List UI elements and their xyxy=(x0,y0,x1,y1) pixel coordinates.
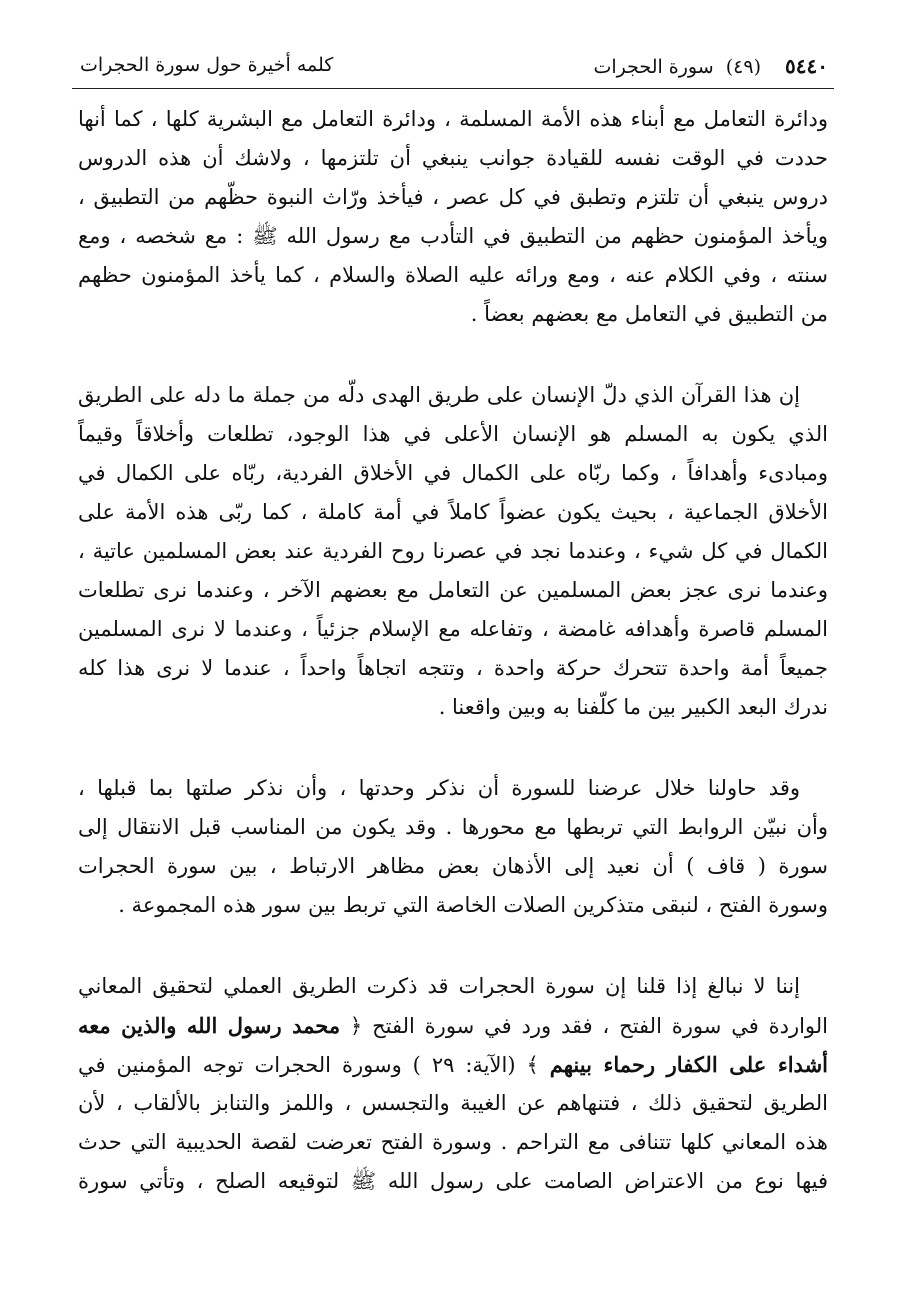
text-line: الأخلاق الجماعية ، بحيث يكون عضواً كاملاً في أمة كاملة ، كما ربّى هذه الأمة على xyxy=(78,500,828,524)
sura-number: (٤٩) xyxy=(725,56,761,78)
paragraph-1 xyxy=(78,100,828,334)
text-line: فيها نوع من الاعتراض الصامت على رسول الله ﷺ لتوقيعه الصلح ، وتأتي سورة xyxy=(78,1169,828,1193)
text-line: الطريق لتحقيق ذلك ، فتنهاهم عن الغيبة والتجسس ، واللمز والتنابز بالألقاب ، لأن xyxy=(78,1091,828,1115)
paragraph-4 xyxy=(78,967,828,1201)
header-page-info xyxy=(594,54,828,78)
body-text xyxy=(78,100,828,1201)
text-line: إننا لا نبالغ إذا قلنا إن سورة الحجرات قد ذكرت الطريق العملي لتحقيق المعاني xyxy=(78,974,800,998)
section-title: كلمه أخيرة حول سورة الحجرات xyxy=(80,54,334,76)
text-line: الذي يكون به المسلم هو الإنسان الأعلى في هذا الوجود، تطلعات وأخلاقاً وقيماً xyxy=(78,422,828,446)
text-line: الواردة في سورة الفتح ، فقد ورد في سورة الفتح ﴿ محمد رسول الله والذين معه xyxy=(78,1013,828,1038)
text-line: دروس ينبغي أن تلتزم وتطبق في كل عصر ، فيأخذ ورّاث النبوة حظّهم من التطبيق ، xyxy=(78,185,828,209)
text-line: وسورة الفتح ، لنبقى متذكرين الصلات الخاصة التي تربط بين سور هذه المجموعة . xyxy=(118,893,828,917)
paragraph-gap xyxy=(78,334,828,376)
sura-name: سورة الحجرات xyxy=(593,56,714,78)
text-line: ودائرة التعامل مع أبناء هذه الأمة المسلمة ، ودائرة التعامل مع البشرية كلها ، كما أنها xyxy=(78,107,828,131)
header-rule xyxy=(72,88,834,89)
text-line: إن هذا القرآن الذي دلّ الإنسان على طريق الهدى دلّه من جملة ما دله على الطريق xyxy=(78,383,800,407)
text-line: وأن نبيّن الروابط التي تربطها مع محورها . وقد يكون من المناسب قبل الانتقال إلى xyxy=(78,815,828,839)
text-line: المسلم قاصرة وأهدافه غامضة ، وتفاعله مع الإسلام جزئياً ، وعندما لا نرى المسلمين xyxy=(78,617,828,641)
paragraph-2 xyxy=(78,376,828,727)
paragraph-gap xyxy=(78,925,828,967)
paragraph-3 xyxy=(78,769,828,925)
text-line: من التطبيق في التعامل مع بعضهم بعضاً . xyxy=(470,302,828,326)
text-line: جميعاً أمة واحدة تتحرك حركة واحدة ، وتتجه اتجاهاً واحداً ، عندما لا نرى هذا كله xyxy=(78,656,828,680)
verse-bold-text: أشداء على الكفار رحماء بينهم xyxy=(549,1052,828,1077)
text-line: ومبادىء وأهدافاً ، وكما ربّاه على الكمال في الأخلاق الفردية، ربّاه على الكمال في xyxy=(78,461,828,485)
text-line: الكمال في كل شيء ، وعندما نجد في عصرنا روح الفردية عند بعض المسلمين عاتية ، xyxy=(78,539,828,563)
paragraph-gap xyxy=(78,727,828,769)
text-line: حددت في الوقت نفسه للقيادة جوانب ينبغي أن تلتزمها ، ولاشك أن هذه الدروس xyxy=(78,146,828,170)
running-header xyxy=(72,52,834,86)
text-line: وقد حاولنا خلال عرضنا للسورة أن نذكر وحدتها ، وأن نذكر صلتها بما قبلها ، xyxy=(78,776,800,800)
verse-bold-text: محمد رسول الله والذين معه xyxy=(78,1013,341,1038)
text-line: سنته ، وفي الكلام عنه ، ومع ورائه عليه الصلاة والسلام ، كما يأخذ المؤمنون حظهم xyxy=(78,263,828,287)
text-line: هذه المعاني كلها تتنافى مع التراحم . وسورة الفتح تعرضت لقصة الحديبية التي حدث xyxy=(78,1130,828,1154)
text-line: وعندما نرى عجز بعض المسلمين عن التعامل مع بعضهم الآخر ، وعندما نرى تطلعات xyxy=(78,578,828,602)
text-line: ويأخذ المؤمنون حظهم من التطبيق في التأدب مع رسول الله ﷺ : مع شخصه ، ومع xyxy=(78,224,828,248)
text-line: سورة ( قاف ) أن نعيد إلى الأذهان بعض مظاهر الارتباط ، بين سورة الحجرات xyxy=(78,854,828,878)
text-line: ندرك البعد الكبير بين ما كلّفنا به وبين واقعنا . xyxy=(438,695,828,719)
page-number: ٥٤٤٠ xyxy=(785,54,828,78)
text-line: أشداء على الكفار رحماء بينهم ﴾ (الآية: ٢٩ ) وسورة الحجرات توجه المؤمنين في xyxy=(78,1052,828,1077)
